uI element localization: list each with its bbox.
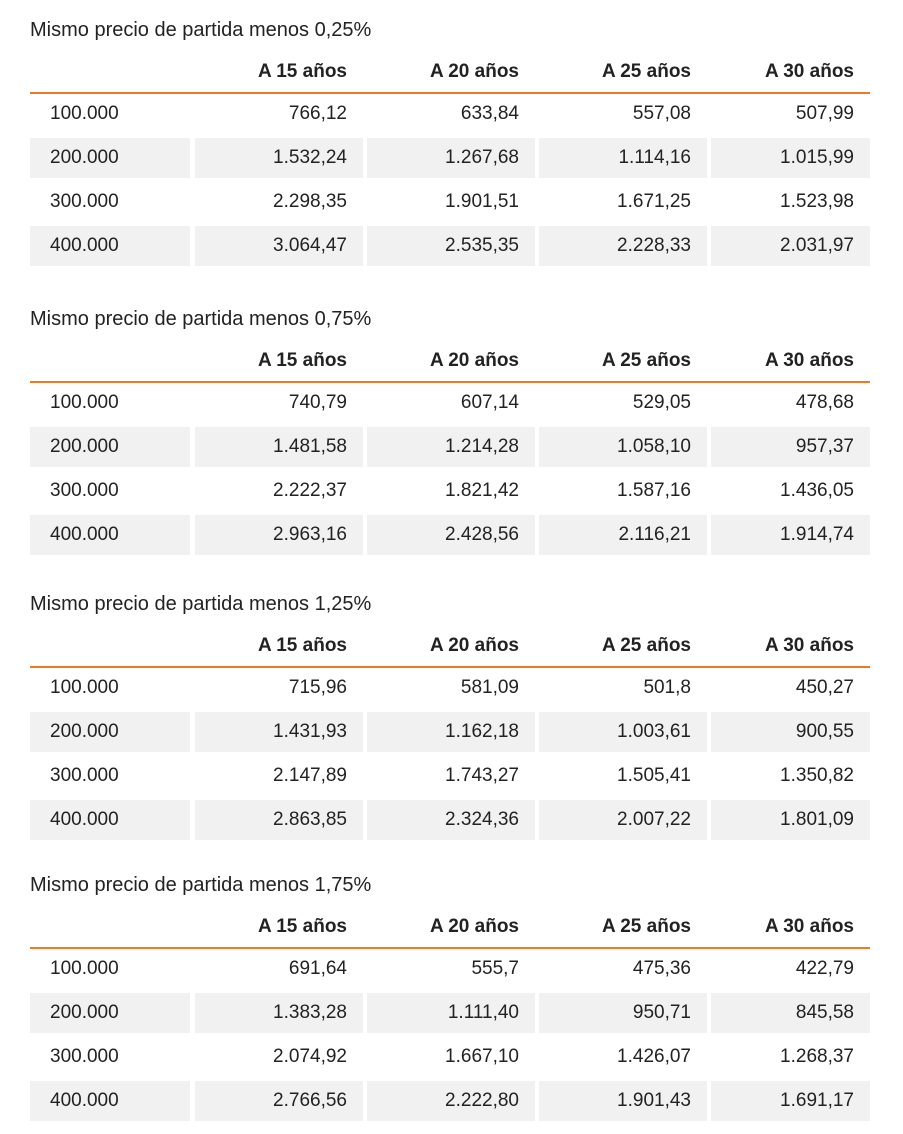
table-header-row [30,626,870,666]
loan-amount-cell: 400.000 [30,800,190,840]
loan-amount-cell: 200.000 [30,993,190,1033]
payment-table-3 [30,592,870,844]
table-row [30,226,870,266]
monthly-payment-cell-term-25: 557,08 [632,103,691,124]
monthly-payment-cell-term-20: 1.667,10 [445,1046,519,1067]
monthly-payment-cell-term-30: 900,55 [711,712,870,752]
monthly-payment-cell-term-30: 1.691,17 [711,1081,870,1121]
monthly-payment-cell-term-15: 766,12 [288,103,347,124]
loan-amount-cell: 200.000 [30,427,190,467]
column-header-term-20: A 20 años [429,350,519,371]
table-row [30,949,870,989]
table-row [30,756,870,796]
monthly-payment-cell-term-25: 501,8 [643,677,691,698]
monthly-payment-cell-term-20: 1.743,27 [445,765,519,786]
column-header-term-20: A 20 años [429,61,519,82]
table-row [30,800,870,840]
monthly-payment-cell-term-15: 2.963,16 [195,515,363,555]
loan-amount-cell: 100.000 [50,103,119,124]
monthly-payment-cell-term-30: 1.015,99 [711,138,870,178]
monthly-payment-cell-term-15: 1.383,28 [195,993,363,1033]
table-header-row [30,341,870,381]
table-row [30,1081,870,1121]
monthly-payment-cell-term-15: 1.481,58 [195,427,363,467]
column-header-amount [30,907,190,947]
monthly-payment-cell-term-15: 2.766,56 [195,1081,363,1121]
table-row [30,993,870,1033]
column-header-term-15: A 15 años [257,635,347,656]
loan-amount-cell: 400.000 [30,226,190,266]
table-row [30,668,870,708]
monthly-payment-cell-term-25: 2.228,33 [539,226,707,266]
monthly-payment-cell-term-15: 1.431,93 [195,712,363,752]
monthly-payment-cell-term-30: 1.801,09 [711,800,870,840]
monthly-payment-cell-term-30: 450,27 [795,677,854,698]
monthly-payment-cell-term-25: 475,36 [632,958,691,979]
payment-table-4 [30,873,870,1125]
monthly-payment-cell-term-25: 1.058,10 [539,427,707,467]
monthly-payment-cell-term-25: 529,05 [632,392,691,413]
column-header-amount [30,626,190,666]
monthly-payment-cell-term-25: 1.901,43 [539,1081,707,1121]
column-header-term-20: A 20 años [429,916,519,937]
monthly-payment-cell-term-15: 2.147,89 [273,765,347,786]
monthly-payment-cell-term-20: 555,7 [471,958,519,979]
column-header-term-25: A 25 años [601,350,691,371]
monthly-payment-cell-term-30: 1.914,74 [711,515,870,555]
monthly-payment-cell-term-20: 1.214,28 [367,427,535,467]
monthly-payment-cell-term-20: 2.535,35 [367,226,535,266]
loan-amount-cell: 400.000 [30,515,190,555]
monthly-payment-cell-term-15: 3.064,47 [195,226,363,266]
monthly-payment-cell-term-30: 1.436,05 [780,480,854,501]
monthly-payment-cell-term-20: 2.222,80 [367,1081,535,1121]
loan-amount-cell: 300.000 [50,765,119,786]
column-header-term-25: A 25 años [601,916,691,937]
monthly-payment-cell-term-15: 740,79 [288,392,347,413]
table-row [30,712,870,752]
column-header-term-20: A 20 años [429,635,519,656]
loan-amount-cell: 300.000 [50,1046,119,1067]
column-header-term-30: A 30 años [764,61,854,82]
monthly-payment-cell-term-20: 1.821,42 [445,480,519,501]
monthly-payment-cell-term-30: 957,37 [711,427,870,467]
table-title: Mismo precio de partida menos 0,75% [30,308,372,330]
table-grid [30,52,870,270]
table-title: Mismo precio de partida menos 0,25% [30,19,372,41]
table-title: Mismo precio de partida menos 1,75% [30,874,372,896]
loan-amount-cell: 100.000 [50,958,119,979]
table-header-row [30,907,870,947]
monthly-payment-cell-term-30: 1.268,37 [780,1046,854,1067]
monthly-payment-cell-term-20: 607,14 [460,392,519,413]
table-row [30,383,870,423]
loan-amount-cell: 200.000 [30,138,190,178]
monthly-payment-cell-term-20: 1.162,18 [367,712,535,752]
column-header-term-15: A 15 años [257,61,347,82]
monthly-payment-cell-term-20: 2.428,56 [367,515,535,555]
loan-amount-cell: 400.000 [30,1081,190,1121]
table-row [30,427,870,467]
table-grid [30,341,870,559]
monthly-payment-cell-term-15: 2.222,37 [273,480,347,501]
table-row [30,515,870,555]
monthly-payment-cell-term-25: 1.003,61 [539,712,707,752]
monthly-payment-cell-term-30: 1.350,82 [780,765,854,786]
table-header-row [30,52,870,92]
monthly-payment-cell-term-30: 1.523,98 [780,191,854,212]
payment-table-1 [30,18,870,270]
monthly-payment-cell-term-15: 2.298,35 [273,191,347,212]
monthly-payment-cell-term-25: 2.116,21 [539,515,707,555]
table-grid [30,907,870,1125]
column-header-amount [30,52,190,92]
table-grid [30,626,870,844]
column-header-term-15: A 15 años [257,350,347,371]
loan-amount-cell: 200.000 [30,712,190,752]
loan-amount-cell: 300.000 [50,191,119,212]
monthly-payment-cell-term-20: 581,09 [460,677,519,698]
table-row [30,471,870,511]
table-row [30,182,870,222]
column-header-amount [30,341,190,381]
payment-table-2 [30,307,870,559]
monthly-payment-cell-term-25: 1.505,41 [617,765,691,786]
monthly-payment-cell-term-20: 1.111,40 [367,993,535,1033]
table-title: Mismo precio de partida menos 1,25% [30,593,372,615]
column-header-term-25: A 25 años [601,61,691,82]
monthly-payment-cell-term-20: 633,84 [460,103,519,124]
monthly-payment-cell-term-30: 478,68 [795,392,854,413]
monthly-payment-cell-term-15: 715,96 [288,677,347,698]
monthly-payment-cell-term-25: 2.007,22 [539,800,707,840]
monthly-payment-cell-term-15: 691,64 [288,958,347,979]
loan-amount-cell: 100.000 [50,677,119,698]
monthly-payment-cell-term-30: 845,58 [711,993,870,1033]
column-header-term-30: A 30 años [764,350,854,371]
column-header-term-30: A 30 años [764,635,854,656]
monthly-payment-cell-term-15: 1.532,24 [195,138,363,178]
table-row [30,94,870,134]
monthly-payment-cell-term-30: 507,99 [795,103,854,124]
monthly-payment-cell-term-25: 1.114,16 [539,138,707,178]
monthly-payment-cell-term-20: 1.267,68 [367,138,535,178]
monthly-payment-cell-term-25: 1.426,07 [617,1046,691,1067]
monthly-payment-cell-term-30: 422,79 [795,958,854,979]
monthly-payment-cell-term-20: 1.901,51 [445,191,519,212]
loan-amount-cell: 300.000 [50,480,119,501]
monthly-payment-cell-term-15: 2.074,92 [273,1046,347,1067]
monthly-payment-cell-term-30: 2.031,97 [711,226,870,266]
column-header-term-30: A 30 años [764,916,854,937]
column-header-term-15: A 15 años [257,916,347,937]
monthly-payment-cell-term-25: 1.587,16 [617,480,691,501]
loan-amount-cell: 100.000 [50,392,119,413]
table-row [30,1037,870,1077]
table-row [30,138,870,178]
monthly-payment-cell-term-20: 2.324,36 [367,800,535,840]
monthly-payment-cell-term-25: 1.671,25 [617,191,691,212]
monthly-payment-cell-term-15: 2.863,85 [195,800,363,840]
column-header-term-25: A 25 años [601,635,691,656]
monthly-payment-cell-term-25: 950,71 [539,993,707,1033]
